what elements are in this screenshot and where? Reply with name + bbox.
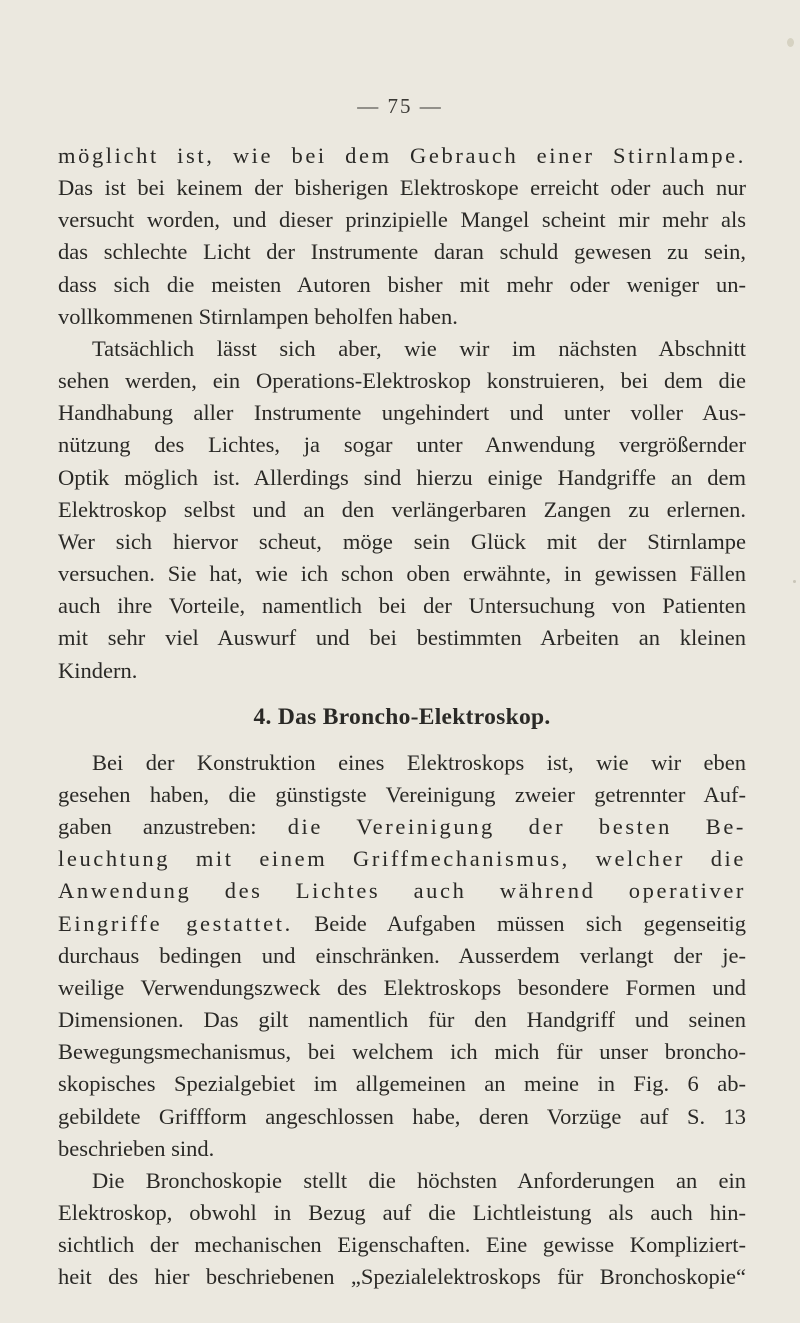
text-line: Elektroskop selbst und an den verlängerbaren Zangen zu erlernen.: [58, 496, 746, 522]
text-line: Tatsächlich lässt sich aber, wie wir im nächsten Abschnitt: [92, 335, 746, 361]
text-line: durchaus bedingen und einschränken. Ausserdem verlangt der je-: [58, 942, 746, 968]
text-line: Optik möglich ist. Allerdings sind hierzu einige Handgriffe an dem: [58, 464, 746, 490]
body-text: [58, 140, 746, 1293]
text-line: Das ist bei keinem der bisherigen Elektroskope erreicht oder auch nur: [58, 175, 746, 201]
text-line: das schlechte Licht der Instrumente daran schuld gewesen zu sein,: [58, 239, 746, 265]
emphasized-text: Eingriffe gestattet.: [58, 910, 293, 936]
text-line: Kindern.: [58, 657, 138, 683]
text-line: vollkommenen Stirnlampen beholfen haben.: [58, 303, 458, 329]
text-run: gaben anzustreben:: [58, 814, 257, 840]
text-line: sehen werden, ein Operations-Elektroskop konstruieren, bei dem die: [58, 368, 746, 394]
text-line: heit des hier beschriebenen „Spezialelektroskops für Bronchoskopie“: [58, 1264, 746, 1290]
text-line: Bei der Konstruktion eines Elektroskops ist, wie wir eben: [92, 749, 746, 775]
text-line: Elektroskop, obwohl in Bezug auf die Lichtleistung als auch hin-: [58, 1200, 746, 1225]
text-line: mit sehr viel Auswurf und bei bestimmten Arbeiten an kleinen: [58, 625, 746, 651]
page-speck: [787, 38, 794, 47]
text-line: beschrieben sind.: [58, 1135, 215, 1161]
emphasized-text: die Vereinigung der besten Be-: [287, 814, 746, 840]
section-heading: 4. Das Broncho-Elektroskop.: [253, 703, 551, 730]
text-line: Die Bronchoskopie stellt die höchsten Anforderungen an ein: [92, 1167, 746, 1193]
text-line: gesehen haben, die günstigste Vereinigung zweier getrennter Auf-: [58, 781, 746, 807]
page-speck: [793, 580, 796, 583]
text-line: [58, 811, 746, 843]
text-line: Handhabung aller Instrumente ungehindert und unter voller Aus-: [58, 400, 746, 426]
text-line: gebildete Griffform angeschlossen habe, deren Vorzüge auf S. 13: [58, 1103, 746, 1129]
text-run: Beide Aufgaben müssen sich gegenseitig: [314, 910, 747, 936]
text-line: skopisches Spezialgebiet im allgemeinen an meine in Fig. 6 ab-: [58, 1071, 746, 1097]
text-line: Bewegungsmechanismus, bei welchem ich mich für unser broncho-: [58, 1039, 746, 1065]
text-line: Wer sich hiervor scheut, möge sein Glück mit der Stirnlampe: [58, 528, 746, 554]
text-line: versuchen. Sie hat, wie ich schon oben erwähnte, in gewissen Fällen: [58, 561, 746, 587]
text-line: [58, 908, 746, 940]
text-line: weilige Verwendungszweck des Elektroskops besondere Formen und: [58, 974, 746, 1000]
text-line: dass sich die meisten Autoren bisher mit mehr oder weniger un-: [58, 271, 746, 297]
text-line: Dimensionen. Das gilt namentlich für den Handgriff und seinen: [58, 1007, 746, 1033]
text-line: sichtlich der mechanischen Eigenschaften. Eine gewisse Kompliziert-: [58, 1232, 746, 1258]
page-number: — 75 —: [357, 94, 443, 118]
text-line: versucht worden, und dieser prinzipielle Mangel scheint mir mehr als: [58, 207, 746, 233]
emphasized-text: leuchtung mit einem Griffmechanismus, welcher die: [58, 846, 746, 872]
text-line: auch ihre Vorteile, namentlich bei der Untersuchung von Patienten: [58, 593, 746, 619]
text-line: möglicht ist, wie bei dem Gebrauch einer Stirnlampe.: [58, 143, 746, 168]
emphasized-text: Anwendung des Lichtes auch während operativer: [58, 878, 746, 904]
text-line: nützung des Lichtes, ja sogar unter Anwendung vergrößernder: [58, 432, 746, 458]
